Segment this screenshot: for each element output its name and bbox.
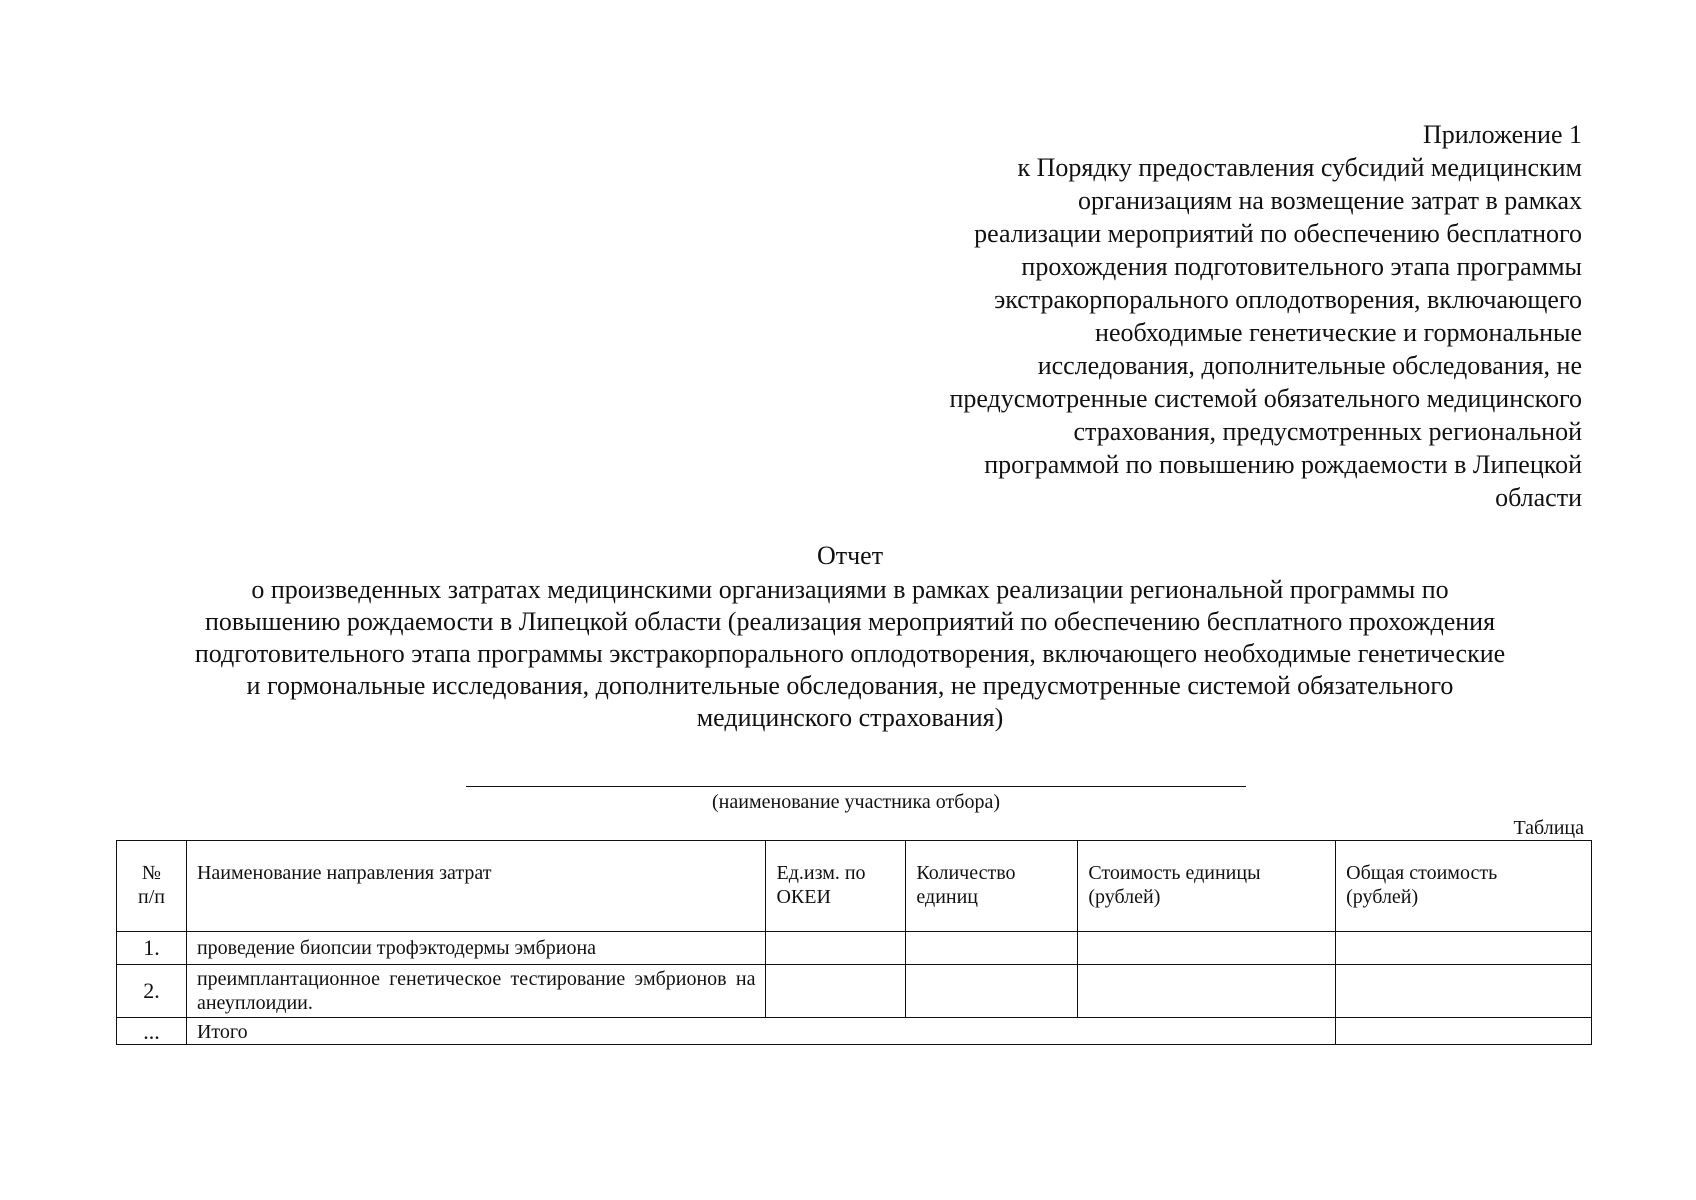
- row-unit-cost-cell[interactable]: [1078, 965, 1336, 1018]
- total-row-num: ...: [117, 1018, 187, 1045]
- header-total-cost-line2: (рублей): [1346, 886, 1419, 908]
- header-num-line2: п/п: [137, 886, 165, 908]
- report-title: Отчет: [816, 541, 884, 570]
- header-unit-cost-line2: (рублей): [1088, 886, 1161, 908]
- table-total-row: [117, 1018, 1592, 1045]
- appendix-line: исследования, дополнительные обследования, не: [1037, 351, 1582, 380]
- appendix-line: прохождения подготовительного этапа программы: [1021, 252, 1582, 281]
- participant-caption: (наименование участника отбора): [712, 791, 1000, 813]
- cost-table: [116, 840, 1592, 1045]
- total-row-label: Итого: [186, 1018, 1335, 1045]
- header-unit-cost: [1078, 841, 1336, 932]
- table-header-row: [117, 841, 1592, 932]
- header-unit-line1: Ед.изм. по: [776, 862, 866, 884]
- appendix-line: страхования, предусмотренных региональной: [1073, 417, 1582, 446]
- header-num-line1: №: [141, 862, 162, 884]
- header-name: Наименование направления затрат: [186, 841, 766, 932]
- row-name: проведение биопсии трофэктодермы эмбриона: [186, 932, 766, 965]
- report-subtitle-line: о произведенных затратах медицинскими организациями в рамках реализации региональной программы по: [251, 575, 1449, 604]
- table-row: [117, 932, 1592, 965]
- row-quantity-cell[interactable]: [906, 932, 1078, 965]
- report-subtitle-line: подготовительного этапа программы экстракорпорального оплодотворения, включающего необходимые генетические: [194, 639, 1506, 668]
- header-unit-cost-line1: Стоимость единицы: [1088, 862, 1261, 884]
- appendix-line: области: [1495, 483, 1582, 512]
- row-unit-cost-cell[interactable]: [1078, 932, 1336, 965]
- row-total-cost-cell[interactable]: [1336, 932, 1592, 965]
- table-row: [117, 965, 1592, 1018]
- report-subtitle-line: и гормональные исследования, дополнительные обследования, не предусмотренные системой обязательного: [246, 671, 1454, 700]
- row-quantity-cell[interactable]: [906, 965, 1078, 1018]
- header-quantity: [906, 841, 1078, 932]
- row-unit-cell[interactable]: [766, 965, 906, 1018]
- header-total-cost-line1: Общая стоимость: [1346, 862, 1498, 884]
- header-quantity-line2: единиц: [916, 886, 979, 908]
- appendix-line: программой по повышению рождаемости в Липецкой: [984, 450, 1582, 479]
- appendix-line: реализации мероприятий по обеспечению бесплатного: [974, 219, 1582, 248]
- appendix-line: к Порядку предоставления субсидий медицинским: [1017, 153, 1582, 182]
- table-caption: Таблица: [1513, 817, 1584, 839]
- appendix-line: необходимые генетические и гормональные: [1095, 318, 1582, 347]
- header-quantity-line1: Количество: [916, 862, 1016, 884]
- report-heading: [120, 540, 1580, 734]
- row-unit-cell[interactable]: [766, 932, 906, 965]
- row-num: 2.: [117, 965, 187, 1018]
- appendix-line: Приложение 1: [1422, 120, 1582, 149]
- appendix-line: предусмотренные системой обязательного медицинского: [949, 384, 1582, 413]
- row-total-cost-cell[interactable]: [1336, 965, 1592, 1018]
- row-name: преимплантационное генетическое тестирование эмбрионов на анеуплоидии.: [186, 965, 766, 1018]
- header-num: [117, 841, 187, 932]
- participant-name-field[interactable]: [466, 786, 1246, 787]
- appendix-line: организациям на возмещение затрат в рамках: [1077, 186, 1582, 215]
- appendix-header: [822, 118, 1582, 514]
- header-unit-line2: ОКЕИ: [776, 886, 831, 908]
- row-num: 1.: [117, 932, 187, 965]
- appendix-line: экстракорпорального оплодотворения, включающего: [994, 285, 1582, 314]
- header-total-cost: [1336, 841, 1592, 932]
- report-subtitle-line: медицинского страхования): [696, 703, 1004, 732]
- report-subtitle-line: повышению рождаемости в Липецкой области (реализация мероприятий по обеспечению бесплатного прохождения: [204, 607, 1496, 636]
- header-unit: [766, 841, 906, 932]
- total-row-cost-cell[interactable]: [1336, 1018, 1592, 1045]
